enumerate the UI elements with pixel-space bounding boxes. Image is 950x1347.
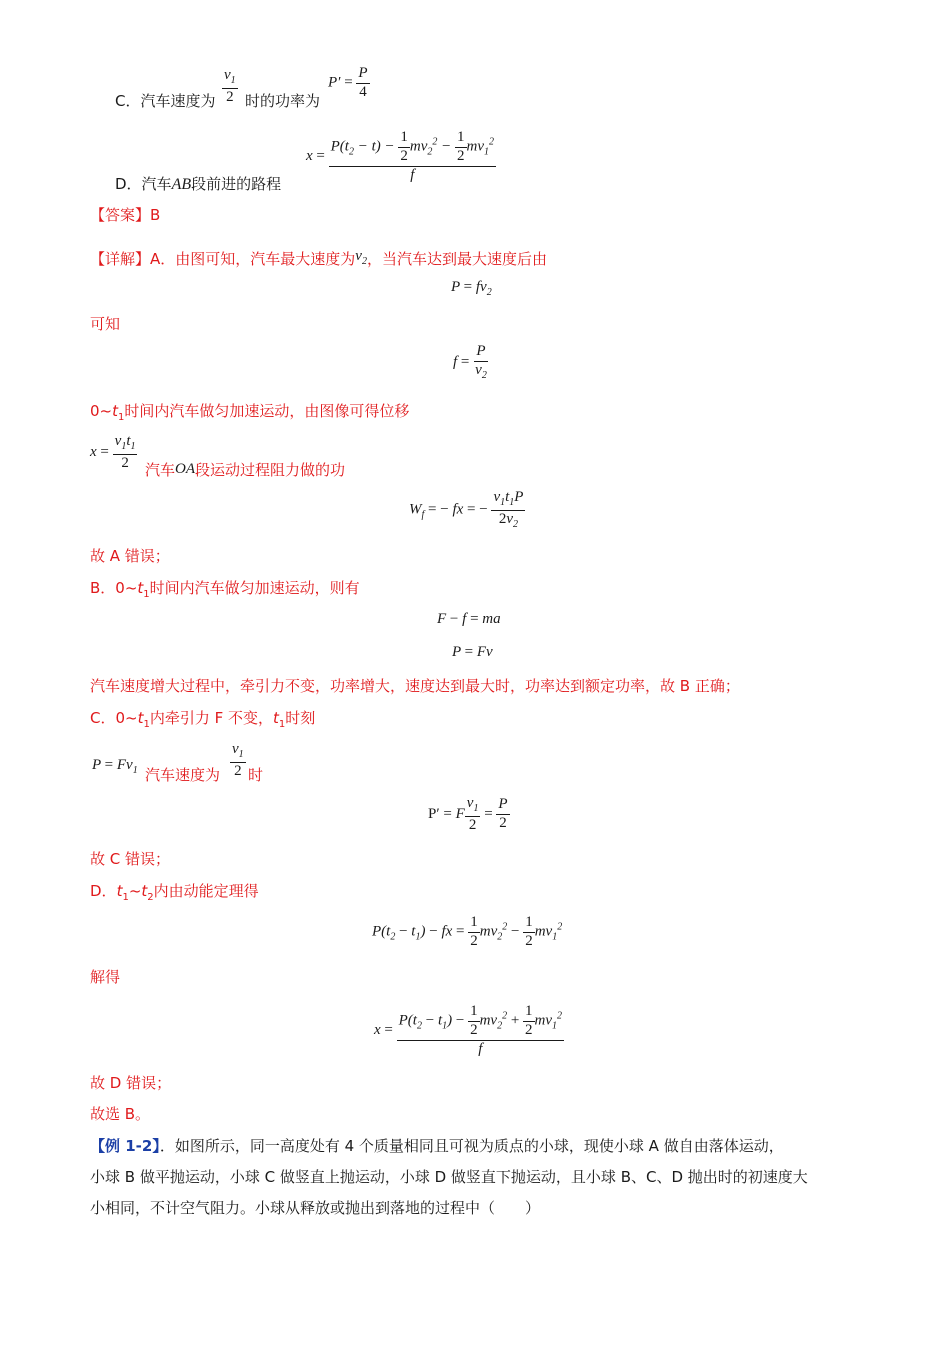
d-t1-t2: $t_1\sim t_2$ — [116, 882, 154, 903]
disp-a: 0~ — [90, 402, 113, 420]
detail-a-text: A．由图可知，汽车最大速度为 — [150, 250, 356, 268]
option-d-suffix: 段前进的路程 — [191, 175, 282, 193]
choose-b: 故选 B。 — [90, 1105, 151, 1123]
answer-line — [90, 208, 160, 223]
formula-f-p-over-v2: f = $\frac{P}{v_2}$ — [453, 343, 487, 381]
formula-c-v1-over-2: $\frac{v_1}{2}$ — [232, 741, 244, 779]
option-d-label: D．汽车 — [115, 175, 172, 193]
detail-c-line — [90, 711, 315, 730]
b-explanation: 汽车速度增大过程中，牵引力不变，功率增大，速度达到最大时，功率达到额定功率，故 B 正确； — [90, 677, 740, 695]
detail-line-1 — [90, 249, 547, 267]
c-speed-post: 时 — [248, 766, 264, 784]
example-text-1: ．如图所示，同一高度处有 4 个质量相同且可视为质点的小球，现使小球 A 做自由落体运动， — [159, 1137, 784, 1155]
c-speed-pre: 汽车速度为 — [145, 766, 221, 784]
detail-label: 【详解】 — [90, 250, 151, 268]
segment-ab: AB — [171, 176, 192, 193]
detail-b-line — [90, 581, 360, 600]
option-c-label: C．汽车速度为 — [115, 92, 216, 110]
example-line-1 — [90, 1139, 784, 1154]
option-d — [115, 177, 281, 193]
b-t1: $t_1$ — [137, 579, 150, 600]
segment-oa: OA — [175, 461, 196, 477]
oa-line — [145, 462, 345, 478]
formula-p-fv: P = Fv — [452, 644, 493, 660]
c-a: C．0~ — [90, 709, 138, 727]
formula-energy-theorem: $P(t_2 - t_1)$ − fx = $\frac{1}{2}$ $mv_2^2$ − $\frac{1}{2}$ $mv_1^2$ — [372, 914, 563, 949]
symbol-v2: $v_2$ — [355, 248, 367, 267]
formula-x-v1t1-over-2: x = $\frac{v_1t_1}{2}$ — [90, 433, 136, 471]
c-b: 内牵引力 F 不变， — [149, 709, 274, 727]
b-b: 时间内汽车做匀加速运动，则有 — [149, 579, 360, 597]
d-b: 内由动能定理得 — [153, 882, 259, 900]
answer-label: 【答案】 — [90, 206, 151, 224]
detail-displacement-line — [90, 404, 409, 423]
c-t1b: $t_1$ — [273, 709, 286, 730]
formula-x-solution: x = $P(t_2 - t_1)$ − $\frac{1}{2}$ $mv_2^2$ + $\frac{1}{2}$ $mv_1^2$ f — [374, 1003, 563, 1057]
text-ke-zhi: 可知 — [90, 315, 121, 333]
formula-p-prime-c: P′ = F $\frac{v_1}{2}$ = $\frac{P}{2}$ — [428, 795, 508, 833]
option-c-suffix: 时的功率为 — [245, 92, 321, 110]
d-a: D． — [90, 882, 117, 900]
example-line-3: 小相同，不计空气阻力。小球从释放或抛出到落地的过程中（ ） — [90, 1199, 541, 1217]
formula-p-prime: P′ = $\frac{P}{4}$ — [328, 65, 368, 100]
formula-p-fv1: $P = Fv_1$ — [92, 757, 138, 776]
formula-v1-over-2: $\frac{v_1}{2}$ — [224, 67, 236, 105]
detail-a-cont: ，当汽车达到最大速度后由 — [366, 250, 547, 268]
t1-symbol: $t_1$ — [112, 402, 125, 423]
example-line-2: 小球 B 做平抛运动，小球 C 做竖直上抛运动，小球 D 做竖直下抛运动，且小球 B、C、D 抛出时的初速度大 — [90, 1168, 808, 1186]
d-wrong: 故 D 错误； — [90, 1074, 172, 1092]
a-wrong: 故 A 错误； — [90, 547, 170, 565]
jie-de: 解得 — [90, 968, 121, 986]
b-a: B．0~ — [90, 579, 138, 597]
formula-p-fv2: $P = fv_2$ — [451, 279, 492, 298]
c-c: 时刻 — [285, 709, 316, 727]
oa-pre: 汽车 — [145, 461, 176, 479]
oa-post: 段运动过程阻力做的功 — [195, 461, 346, 479]
formula-f-minus-f: F − f = ma — [437, 611, 501, 627]
formula-wf: $W_f$ = − fx = − $\frac{v_1t_1P}{2v_2}$ — [409, 489, 524, 530]
example-label: 【例 1-2】 — [90, 1137, 160, 1155]
c-wrong: 故 C 错误； — [90, 850, 171, 868]
answer-value: B — [150, 206, 161, 224]
disp-b: 时间内汽车做匀加速运动，由图像可得位移 — [124, 402, 410, 420]
option-c — [115, 94, 215, 109]
detail-d-line — [90, 884, 259, 903]
formula-x-option-d: x = $P(t_2 - t)$ − $\frac{1}{2}$ $mv_2^2$ − $\frac{1}{2}$ $mv_1^2$ f — [306, 129, 495, 183]
c-t1: $t_1$ — [137, 709, 150, 730]
